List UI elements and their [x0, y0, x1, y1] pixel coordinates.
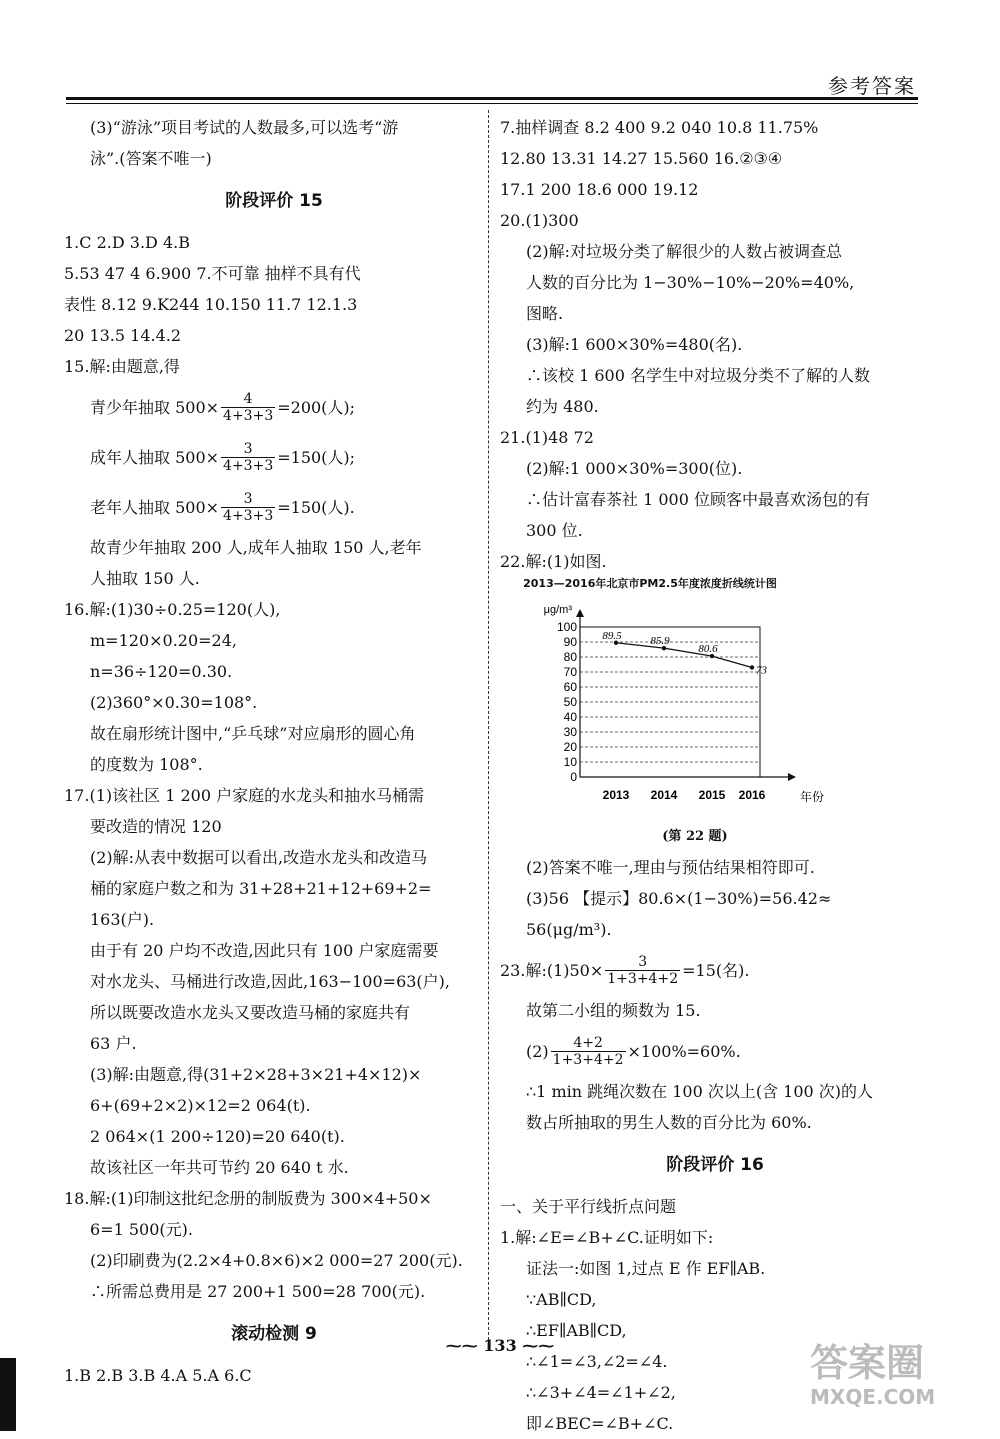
denominator: 4+3+3 [223, 507, 274, 524]
series-line [616, 643, 752, 668]
text-line: 图略. [526, 304, 564, 323]
page-header [66, 70, 918, 96]
data-label: 80.6 [698, 643, 718, 656]
fraction-line [64, 382, 484, 432]
text-line: 约为 480. [526, 397, 599, 416]
text-line: 所以既要改造水龙头又要改造马桶的家庭共有 [90, 1003, 411, 1022]
text-line: (2)解:对垃圾分类了解很少的人数占被调查总 [526, 242, 843, 261]
text-line: 17.1 200 18.6 000 19.12 [500, 180, 699, 199]
y-tick-label: 80 [563, 650, 577, 664]
right-column [500, 112, 930, 1439]
text-line: ∴所需总费用是 27 200+1 500=28 700(元). [90, 1282, 426, 1301]
text-line: (3)解:1 600×30%=480(名). [526, 335, 743, 354]
text-line: 56(μg/m³). [526, 920, 612, 939]
y-tick-label: 70 [563, 665, 577, 679]
numerator: 3 [605, 954, 680, 971]
chart-svg [520, 591, 825, 806]
figure-caption: (第 22 题) [662, 829, 728, 844]
binding-edge [0, 1358, 16, 1431]
y-tick-label: 0 [570, 770, 577, 784]
text-line: 15.解:由题意,得 [64, 357, 180, 376]
text-line: (2)答案不唯一,理由与预估结果相符即可. [526, 858, 815, 877]
text-line: 1.解:∠E=∠B+∠C.证明如下: [500, 1228, 714, 1247]
fraction [221, 391, 275, 424]
fraction [221, 491, 275, 524]
header-title: 参考答案 [828, 74, 916, 98]
x-tick-label: 2016 [738, 788, 766, 802]
text-line: 21.(1)48 72 [500, 428, 594, 447]
text-line: 表性 8.12 9.K244 10.150 11.7 12.1.3 [64, 295, 358, 314]
text-line: ∴∠3+∠4=∠1+∠2, [526, 1383, 676, 1402]
text-line: ∴估计富春茶社 1 000 位顾客中最喜欢汤包的有 [526, 490, 870, 509]
text-line: 故在扇形统计图中,“乒乓球”对应扇形的圆心角 [90, 724, 416, 743]
data-point [750, 665, 754, 669]
text-span: =15(名). [682, 960, 750, 980]
denominator: 4+3+3 [223, 457, 274, 474]
y-tick-label: 90 [563, 635, 577, 649]
text-span: =150(人); [277, 447, 356, 467]
y-tick-label: 50 [563, 695, 577, 709]
text-line: 63 户. [90, 1034, 137, 1053]
y-tick-label: 100 [556, 620, 577, 634]
fraction-line [500, 945, 930, 995]
denominator: 1+3+4+2 [552, 1051, 624, 1068]
text-line: 数占所抽取的男生人数的百分比为 60%. [526, 1113, 812, 1132]
text-line: 6=1 500(元). [90, 1220, 193, 1239]
fraction-line [64, 482, 484, 532]
pm25-line-chart [520, 591, 825, 821]
text-line: (3)“游泳”项目考试的人数最多,可以选考“游 [90, 118, 399, 137]
numerator: 4 [221, 391, 275, 408]
text-line: (3)56 【提示】80.6×(1−30%)=56.42≈ [526, 889, 832, 908]
header-rule-thin [66, 103, 918, 104]
watermark-logo [810, 1341, 990, 1421]
text-line: 5.53 47 4 6.900 7.不可靠 抽样不具有代 [64, 264, 361, 283]
y-tick-label: 40 [563, 710, 577, 724]
text-line: 故青少年抽取 200 人,成年人抽取 150 人,老年 [90, 538, 422, 557]
fraction [551, 1035, 626, 1068]
text-line: 桶的家庭户数之和为 31+28+21+12+69+2= [90, 879, 432, 898]
section-title-15: 阶段评价 15 [225, 191, 323, 211]
watermark-line2: MXQE.COM [810, 1385, 936, 1409]
numerator: 3 [221, 441, 275, 458]
text-line: ∴EF∥AB∥CD, [526, 1321, 627, 1340]
text-span: 青少年抽取 500× [90, 397, 220, 417]
text-line: 22.解:(1)如图. [500, 552, 607, 571]
text-span: (2) [526, 1041, 549, 1061]
watermark-line1: 答案圈 [810, 1341, 925, 1385]
left-column [64, 112, 484, 1391]
text-span: 23.解:(1)50× [500, 960, 604, 980]
chart-title: 2013—2016年北京市PM2.5年度浓度折线统计图 [523, 577, 777, 590]
denominator: 1+3+4+2 [607, 970, 679, 987]
text-line: 20.(1)300 [500, 211, 579, 230]
ornament-left: ⁓⁓ [445, 1336, 478, 1355]
text-line: 16.解:(1)30÷0.25=120(人), [64, 600, 281, 619]
x-axis-arrow [788, 773, 796, 781]
text-line: ∴∠1=∠3,∠2=∠4. [526, 1352, 668, 1371]
text-line: 即∠BEC=∠B+∠C. [526, 1414, 674, 1433]
y-tick-label: 10 [563, 755, 577, 769]
text-line: (2)解:从表中数据可以看出,改造水龙头和改造马 [90, 848, 428, 867]
page-number-text: 133 [483, 1336, 517, 1355]
text-line: 163(户). [90, 910, 155, 929]
text-line: 人抽取 150 人. [90, 569, 200, 588]
text-span: 成年人抽取 500× [90, 447, 220, 467]
text-line: 故该社区一年共可节约 20 640 t 水. [90, 1158, 349, 1177]
text-line: 17.(1)该社区 1 200 户家庭的水龙头和抽水马桶需 [64, 786, 425, 805]
data-label: 85.9 [650, 635, 670, 648]
text-line: 泳”.(答案不唯一) [90, 149, 212, 168]
fraction-line [64, 432, 484, 482]
text-line: 2 064×(1 200÷120)=20 640(t). [90, 1127, 345, 1146]
column-divider [488, 110, 489, 1340]
text-span: 老年人抽取 500× [90, 497, 220, 517]
fraction [221, 441, 275, 474]
text-line: 由于有 20 户均不改造,因此只有 100 户家庭需要 [90, 941, 439, 960]
text-line: 故第二小组的频数为 15. [526, 1001, 701, 1020]
text-line: 6+(69+2×2)×12=2 064(t). [90, 1096, 311, 1115]
section-title-rolling-9: 滚动检测 9 [231, 1324, 317, 1344]
numerator: 3 [221, 491, 275, 508]
text-line: (3)解:由题意,得(31+2×28+3×21+4×12)× [90, 1065, 422, 1084]
y-tick-label: 30 [563, 725, 577, 739]
y-axis-label: μg/m³ [543, 604, 572, 616]
text-line: (2)解:1 000×30%=300(位). [526, 459, 743, 478]
data-label: 73 [756, 664, 767, 677]
text-line: 1.B 2.B 3.B 4.A 5.A 6.C [64, 1366, 252, 1385]
denominator: 4+3+3 [223, 407, 274, 424]
page-number [430, 1336, 570, 1355]
text-line: n=36÷120=0.30. [90, 662, 233, 681]
text-line: (2)印刷费为(2.2×4+0.8×6)×2 000=27 200(元). [90, 1251, 463, 1270]
text-line: 1.C 2.D 3.D 4.B [64, 233, 190, 252]
text-line: 300 位. [526, 521, 583, 540]
x-tick-label: 2014 [650, 788, 678, 802]
header-rule-thick [66, 97, 918, 100]
text-line: 对水龙头、马桶进行改造,因此,163−100=63(户), [90, 972, 450, 991]
y-tick-label: 20 [563, 740, 577, 754]
numerator: 4+2 [551, 1035, 626, 1052]
text-line: 人数的百分比为 1−30%−10%−20%=40%, [526, 273, 855, 292]
text-span: ×100%=60%. [627, 1041, 741, 1061]
text-span: =150(人). [277, 497, 355, 517]
text-line: 20 13.5 14.4.2 [64, 326, 182, 345]
text-line: 证法一:如图 1,过点 E 作 EF∥AB. [526, 1259, 766, 1278]
x-axis-label: 年份 [800, 790, 825, 804]
text-line: ∴1 min 跳绳次数在 100 次以上(含 100 次)的人 [526, 1082, 874, 1101]
text-line: 12.80 13.31 14.27 15.560 16.②③④ [500, 149, 783, 168]
data-label: 89.5 [602, 629, 622, 642]
text-line: 18.解:(1)印制这批纪念册的制版费为 300×4+50× [64, 1189, 432, 1208]
fraction [605, 954, 680, 987]
section-title-16: 阶段评价 16 [666, 1155, 764, 1175]
text-line: ∴该校 1 600 名学生中对垃圾分类不了解的人数 [526, 366, 870, 385]
text-line: m=120×0.20=24, [90, 631, 237, 650]
text-span: =200(人); [277, 397, 356, 417]
y-axis-arrow [576, 609, 584, 617]
text-line: 的度数为 108°. [90, 755, 203, 774]
x-tick-label: 2015 [698, 788, 726, 802]
text-line: 7.抽样调查 8.2 400 9.2 040 10.8 11.75% [500, 118, 819, 137]
ornament-right: ⁓⁓ [522, 1336, 555, 1355]
text-line: 一、关于平行线折点问题 [500, 1197, 677, 1216]
text-line: (2)360°×0.30=108°. [90, 693, 258, 712]
x-tick-label: 2013 [602, 788, 630, 802]
text-line: ∵AB∥CD, [526, 1290, 597, 1309]
text-line: 要改造的情况 120 [90, 817, 222, 836]
y-tick-label: 60 [563, 680, 577, 694]
fraction-line [500, 1026, 930, 1076]
